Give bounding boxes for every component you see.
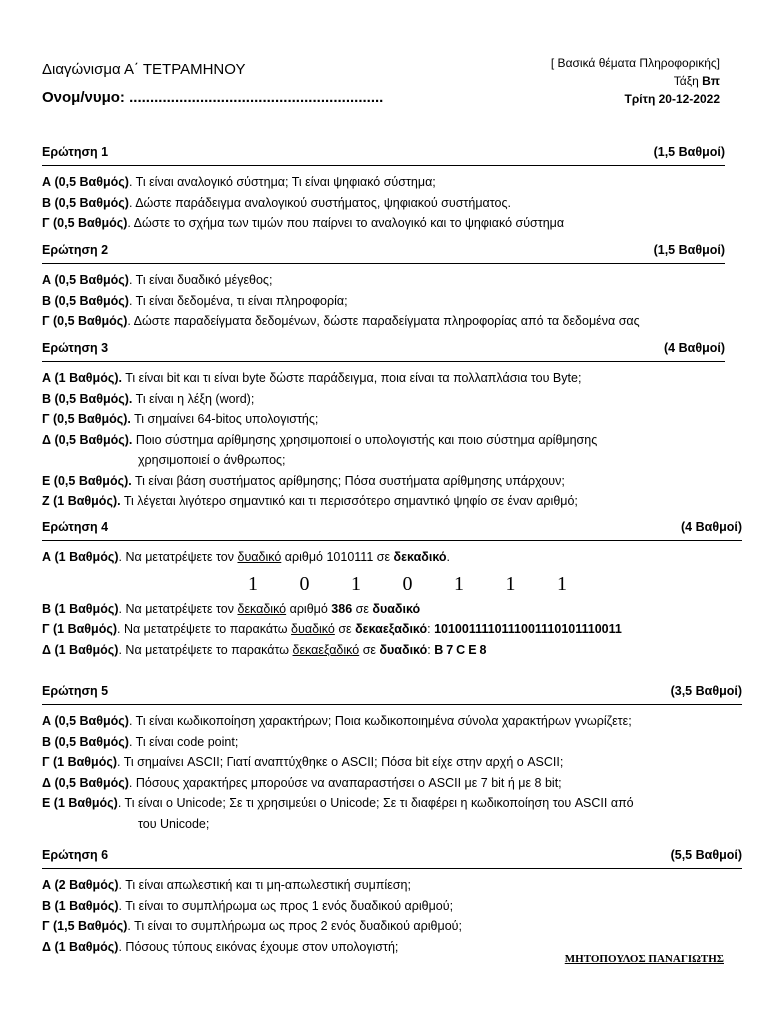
- class-value: Βπ: [702, 74, 720, 88]
- question-3: [42, 341, 742, 512]
- list-item: Β (1 Βαθμός). Τι είναι το συμπλήρωμα ως προς 1 ενός δυαδικού αριθμού;: [42, 898, 454, 913]
- list-item: Γ (0,5 Βαθμός). Τι σημαίνει 64-bitος υπολογιστής;: [42, 412, 319, 426]
- exam-title: Διαγώνισμα Α΄ ΤΕΤΡΑΜΗΝΟΥ: [42, 61, 246, 78]
- list-item: Γ (1,5 Βαθμός). Τι είναι το συμπλήρωμα ως προς 2 ενός δυαδικού αριθμού;: [42, 919, 462, 933]
- question-4-title: Ερώτηση 4: [42, 520, 109, 534]
- binary-digit: 0: [299, 572, 310, 595]
- list-item: Β (0,5 Βαθμός). Τι είναι δεδομένα, τι είναι πληροφορία;: [42, 293, 348, 308]
- list-item: Γ (0,5 Βαθμός). Δώστε παραδείγματα δεδομένων, δώστε παραδείγματα πληροφορίας από τα δεδομένα σας: [42, 314, 640, 328]
- list-item: Γ (1 Βαθμός). Να μετατρέψετε το παρακάτω δυαδικό σε δεκαεξαδικό: 1010011110111001110101110011: [42, 622, 622, 636]
- header-right: [551, 54, 720, 108]
- list-item: Α (0,5 Βαθμός). Τι είναι κωδικοποίηση χαρακτήρων; Ποια κωδικοποιημένα σύνολα χαρακτήρων γνωρίζετε;: [42, 714, 632, 728]
- binary-digit: 1: [248, 572, 258, 595]
- question-2-header: [42, 243, 725, 264]
- list-item: Δ (1 Βαθμός). Να μετατρέψετε το παρακάτω δεκαεξαδικό σε δυαδικό: B7CE8: [42, 642, 490, 657]
- student-name-line: [42, 88, 383, 108]
- binary-digit: 1: [351, 572, 361, 595]
- exam-date: Τρίτη 20-12-2022: [624, 92, 720, 106]
- question-5-items: [42, 711, 742, 834]
- binary-digit: 1: [505, 572, 516, 595]
- class-label: Τάξη: [673, 74, 699, 88]
- question-5-title: Ερώτηση 5: [42, 684, 109, 698]
- list-item: Α (0,5 Βαθμός). Τι είναι δυαδικό μέγεθος;: [42, 273, 273, 287]
- question-2: [42, 243, 742, 332]
- list-item: Α (2 Βαθμός). Τι είναι απωλεστική και τι μη-απωλεστική συμπίεση;: [42, 878, 411, 892]
- class-line: [551, 72, 720, 90]
- list-item: Δ (0,5 Βαθμός). Πόσους χαρακτήρες μπορούσε να αναπαραστήσει ο ASCII με 7 bit ή με 8 bit;: [42, 775, 562, 790]
- question-1-items: [42, 172, 742, 234]
- question-5-header: [42, 684, 742, 705]
- list-item: Γ (0,5 Βαθμός). Δώστε το σχήμα των τιμών που παίρνει το αναλογικό και το ψηφιακό σύστημα: [42, 216, 565, 230]
- question-1-title: Ερώτηση 1: [42, 145, 109, 159]
- question-3-header: [42, 341, 725, 362]
- question-2-items: [42, 270, 742, 332]
- list-item: Ε (1 Βαθμός). Τι είναι ο Unicode; Σε τι χρησιμεύει ο Unicode; Σε τι διαφέρει η κωδικοποίηση του ASCII από: [42, 796, 634, 810]
- question-6-items: [42, 875, 742, 957]
- question-4: [42, 520, 742, 660]
- question-5: [42, 684, 742, 834]
- binary-digit: 1: [454, 572, 464, 595]
- name-label: Ονομ/νυμο:: [42, 89, 125, 106]
- list-item: Β (0,5 Βαθμός). Τι είναι code point;: [42, 734, 239, 749]
- binary-digit: 0: [402, 572, 413, 595]
- list-item-continuation: χρησιμοποιεί ο άνθρωπος;: [138, 453, 286, 467]
- name-dots: .............................................................: [129, 89, 384, 106]
- question-4-header: [42, 520, 742, 541]
- question-1-header: [42, 145, 725, 166]
- question-3-points: (4 Βαθμοί): [664, 341, 725, 355]
- question-3-title: Ερώτηση 3: [42, 341, 109, 355]
- subject-label: [ Βασικά θέματα Πληροφορικής]: [550, 56, 720, 70]
- list-item: Β (0,5 Βαθμός). Δώστε παράδειγμα αναλογικού συστήματος, ψηφιακού συστήματος.: [42, 195, 511, 210]
- list-item-continuation: του Unicode;: [138, 816, 210, 831]
- list-item: Β (0,5 Βαθμός). Τι είναι η λέξη (word);: [42, 391, 255, 406]
- list-item: Α (0,5 Βαθμός). Τι είναι αναλογικό σύστημα; Τι είναι ψηφιακό σύστημα;: [42, 175, 436, 189]
- list-item: Α (1 Βαθμός). Τι είναι bit και τι είναι byte δώστε παράδειγμα, ποια είναι τα πολλαπλάσια του Byte;: [42, 371, 582, 385]
- list-item: Ε (0,5 Βαθμός). Τι είναι βάση συστήματος αρίθμησης; Πόσα συστήματα αρίθμησης υπάρχουν;: [42, 473, 565, 488]
- question-5-points: (3,5 Βαθμοί): [670, 684, 742, 698]
- list-item: Γ (1 Βαθμός). Τι σημαίνει ASCII; Γιατί αναπτύχθηκε ο ASCII; Πόσα bit είχε στην αρχή ο ASCII;: [42, 755, 564, 769]
- list-item: Δ (0,5 Βαθμός). Ποιο σύστημα αρίθμησης χρησιμοποιεί ο υπολογιστής και ποιο σύστημα αρίθμησης: [42, 432, 598, 447]
- question-6-points: (5,5 Βαθμοί): [670, 848, 742, 862]
- question-6-title: Ερώτηση 6: [42, 848, 109, 862]
- list-item: Β (1 Βαθμός). Να μετατρέψετε τον δεκαδικό αριθμό 386 σε δυαδικό: [42, 601, 421, 616]
- question-6: [42, 848, 742, 957]
- question-1: [42, 145, 742, 234]
- binary-digits-row: [248, 570, 742, 598]
- binary-digit: 1: [557, 572, 567, 595]
- header-left: [42, 60, 383, 108]
- list-item: Α (1 Βαθμός). Να μετατρέψετε τον δυαδικό αριθμό 1010111 σε δεκαδικό.: [42, 550, 450, 564]
- question-4-points: (4 Βαθμοί): [681, 520, 742, 534]
- list-item: Ζ (1 Βαθμός). Τι λέγεται λιγότερο σημαντικό και τι περισσότερο σημαντικό ψηφίο σε έναν αριθμό;: [42, 494, 578, 508]
- question-3-items: [42, 368, 742, 512]
- list-item: Δ (1 Βαθμός). Πόσους τύπους εικόνας έχουμε στον υπολογιστή;: [42, 939, 399, 954]
- question-6-header: [42, 848, 742, 869]
- question-2-points: (1,5 Βαθμοί): [653, 243, 725, 257]
- author-name: ΜΗΤΟΠΟΥΛΟΣ ΠΑΝΑΓΙΩΤΗΣ: [564, 953, 724, 965]
- question-4-items: [42, 547, 742, 660]
- question-1-points: (1,5 Βαθμοί): [653, 145, 725, 159]
- question-2-title: Ερώτηση 2: [42, 243, 109, 257]
